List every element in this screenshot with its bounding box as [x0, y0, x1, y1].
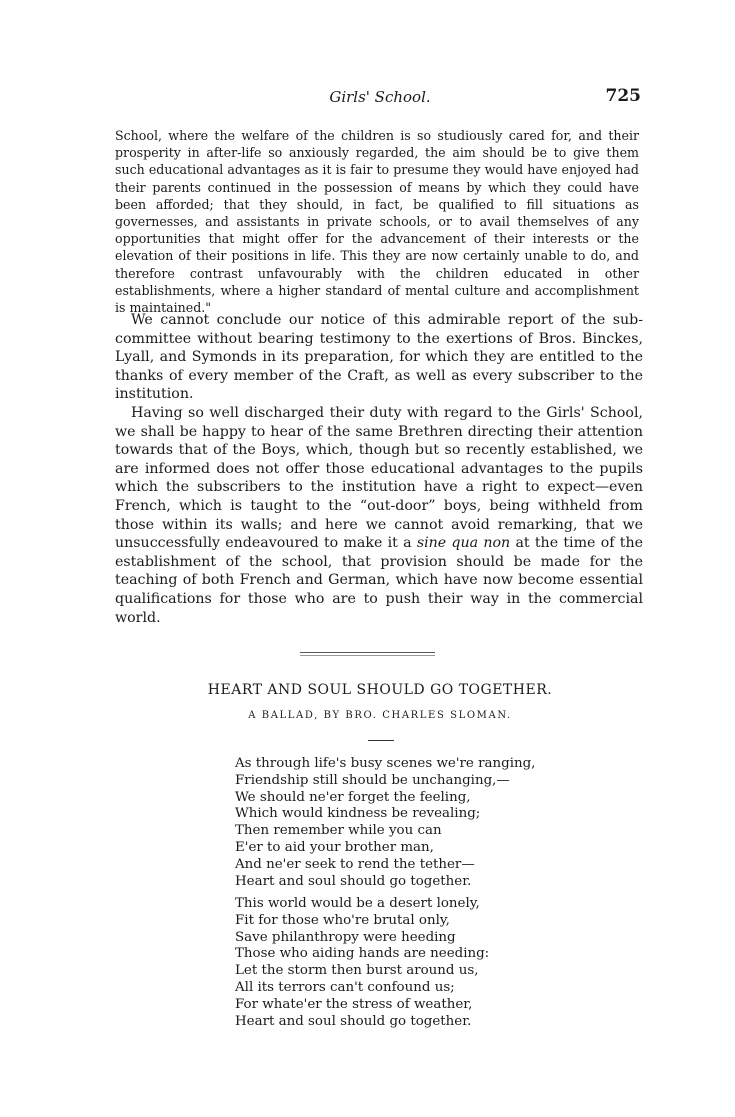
poem-line: Then remember while you can	[235, 823, 442, 839]
poem-line: Those who aiding hands are needing:	[235, 946, 490, 962]
poem-line: Which would kindness be revealing;	[235, 806, 481, 822]
poem-line: Fit for those who're brutal only,	[235, 912, 450, 928]
poem-line: Save philanthropy were heeding	[235, 929, 456, 945]
poem-line: Heart and soul should go together.	[235, 1013, 472, 1029]
running-title: Girls' School.	[329, 88, 431, 106]
body-paragraph-2	[115, 404, 643, 627]
poem-title: HEART AND SOUL SHOULD GO TOGETHER.	[207, 682, 553, 698]
page-number: 725	[605, 86, 641, 106]
title-rule	[368, 740, 394, 741]
poem-line: As through life's busy scenes we're ranging,	[235, 756, 536, 771]
poem-line: E'er to aid your brother man,	[235, 839, 434, 855]
poem-line: And ne'er seek to rend the tether—	[235, 856, 475, 872]
body-paragraph-2-end: at the time of the establishment of the school, that provision should be made for the teaching of both French and German, which have now become essential qualifications for those who are to push their way in the commercial world.	[115, 535, 643, 626]
poem-line: This world would be a desert lonely,	[235, 896, 480, 911]
latin-phrase: sine qua non	[416, 535, 511, 552]
poem-line: Friendship still should be unchanging,—	[235, 772, 510, 788]
section-divider	[300, 652, 435, 656]
body-paragraph-2-start: Having so well discharged their duty with regard to the Girls' School, we shall be happy to hear of the same Brethren directing their attention towards that of the Boys, which, though but so recently established, we are informed does not offer those educational advantages to the pupils which the subscribers to the institution have a right to expect—even French, which is taught to the “out-door” boys, being withheld from those within its walls; and here we cannot avoid remarking, that we unsuccessfully endeavoured to make it a	[115, 404, 643, 552]
body-paragraph-1: We cannot conclude our notice of this admirable report of the sub-committee without bearing testimony to the exertions of Bros. Binckes, Lyall, and Symonds in its preparation, for which they are entitled to the thanks of every member of the Craft, as well as every subscriber to the institution.	[115, 312, 643, 403]
poem-line: Let the storm then burst around us,	[235, 963, 479, 979]
poem-stanza-2	[235, 896, 555, 1030]
poem-line: All its terrors can't confound us;	[235, 979, 455, 995]
poem-line: For whate'er the stress of weather,	[235, 996, 473, 1012]
poem-subtitle: A BALLAD, BY BRO. CHARLES SLOMAN.	[248, 710, 512, 721]
poem-line: Heart and soul should go together.	[235, 873, 472, 889]
running-head	[115, 86, 645, 110]
quote-text: School, where the welfare of the children is so studiously cared for, and their prosperity in after-life so anxiously regarded, the aim should be to give them such educational advantages as it is fair to presume they would have enjoyed had their parents continued in the possession of means by which they could have been afforded; that they should, in fact, be qualified to fill situations as governesses, and assistants in private schools, or to avail themselves of any opportunities that might offer for the advancement of their interests or the elevation of their positions in life. This they are now certainly unable to do, and therefore contrast unfavourably with the children educated in other establishments, where a higher standard of mental culture and accomplishment is maintained."	[115, 128, 639, 316]
quoted-report-paragraph	[115, 127, 639, 316]
article-body	[115, 311, 643, 627]
poem-stanza-1	[235, 756, 555, 890]
poem-line: We should ne'er forget the feeling,	[235, 789, 471, 805]
